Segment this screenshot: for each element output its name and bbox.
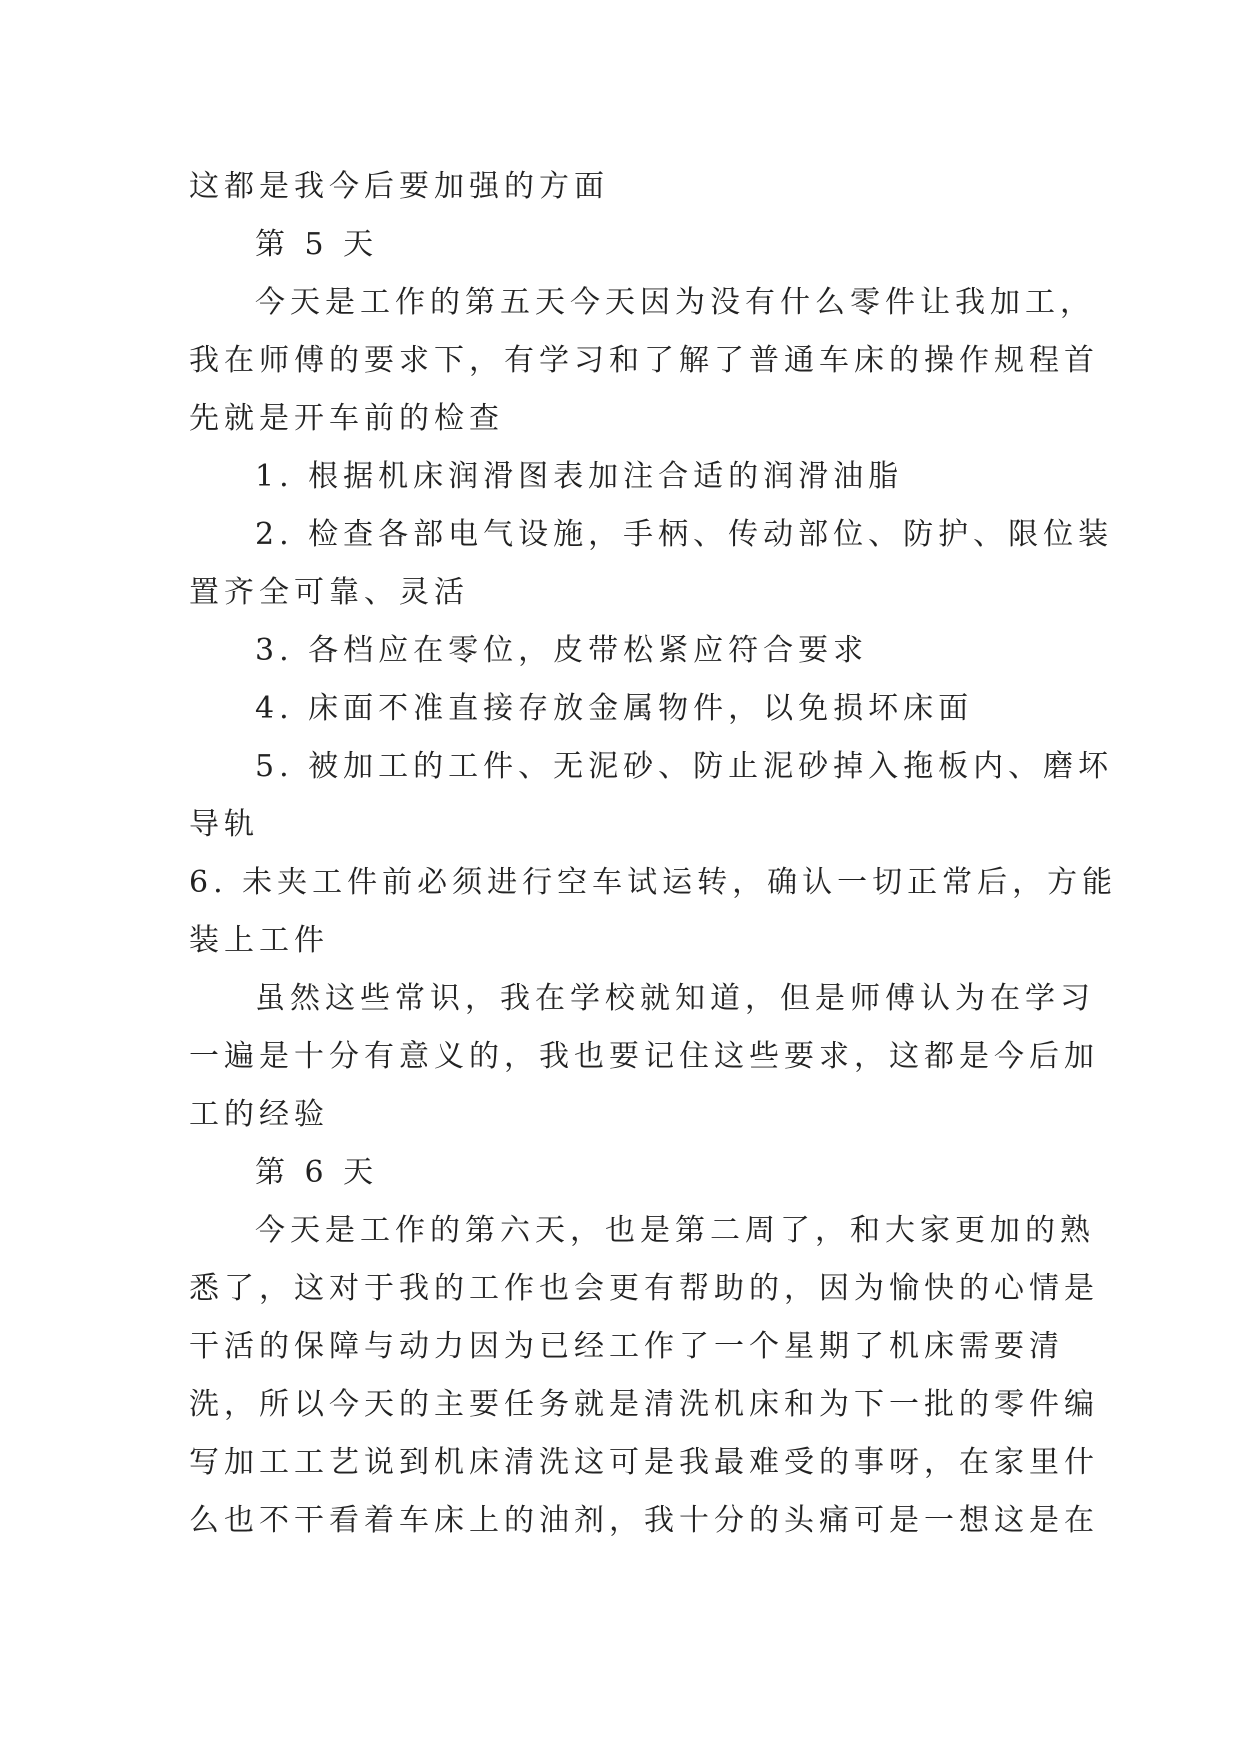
text-line: 置齐全可靠、灵活 (189, 575, 469, 610)
text-line: 干活的保障与动力因为已经工作了一个星期了机床需要清 (189, 1329, 1064, 1364)
list-item: 3. 各档应在零位，皮带松紧应符合要求 (255, 633, 869, 668)
text-line: 装上工件 (189, 923, 329, 958)
list-item: 1. 根据机床润滑图表加注合适的润滑油脂 (255, 459, 904, 494)
text-line: 先就是开车前的检查 (189, 401, 504, 436)
text-line: 写加工工艺说到机床清洗这可是我最难受的事呀，在家里什 (189, 1445, 1099, 1480)
text-line: 洗，所以今天的主要任务就是清洗机床和为下一批的零件编 (189, 1387, 1099, 1422)
list-item: 6. 未夹工件前必须进行空车试运转，确认一切正常后，方能 (189, 865, 1118, 900)
list-item: 5. 被加工的工件、无泥砂、防止泥砂掉入拖板内、磨坏 (255, 749, 1114, 784)
text-line: 虽然这些常识，我在学校就知道，但是师傅认为在学习 (255, 981, 1095, 1016)
text-line: 今天是工作的第六天，也是第二周了，和大家更加的熟 (255, 1213, 1095, 1248)
text-line: 么也不干看着车床上的油剂，我十分的头痛可是一想这是在 (189, 1503, 1099, 1538)
text-line: 一遍是十分有意义的，我也要记住这些要求，这都是今后加 (189, 1039, 1099, 1074)
body-text (189, 158, 1118, 1550)
day-heading: 第 6 天 (255, 1155, 379, 1190)
text-line: 我在师傅的要求下，有学习和了解了普通车床的操作规程首 (189, 343, 1099, 378)
text-line: 工的经验 (189, 1097, 329, 1132)
text-line: 悉了，这对于我的工作也会更有帮助的，因为愉快的心情是 (189, 1271, 1099, 1306)
list-item: 4. 床面不准直接存放金属物件，以免损坏床面 (255, 691, 974, 726)
text-line: 导轨 (189, 807, 259, 842)
list-item: 2. 检查各部电气设施，手柄、传动部位、防护、限位装 (255, 517, 1114, 552)
text-line: 今天是工作的第五天今天因为没有什么零件让我加工， (255, 285, 1095, 320)
day-heading: 第 5 天 (255, 227, 379, 262)
text-line: 这都是我今后要加强的方面 (189, 169, 609, 204)
